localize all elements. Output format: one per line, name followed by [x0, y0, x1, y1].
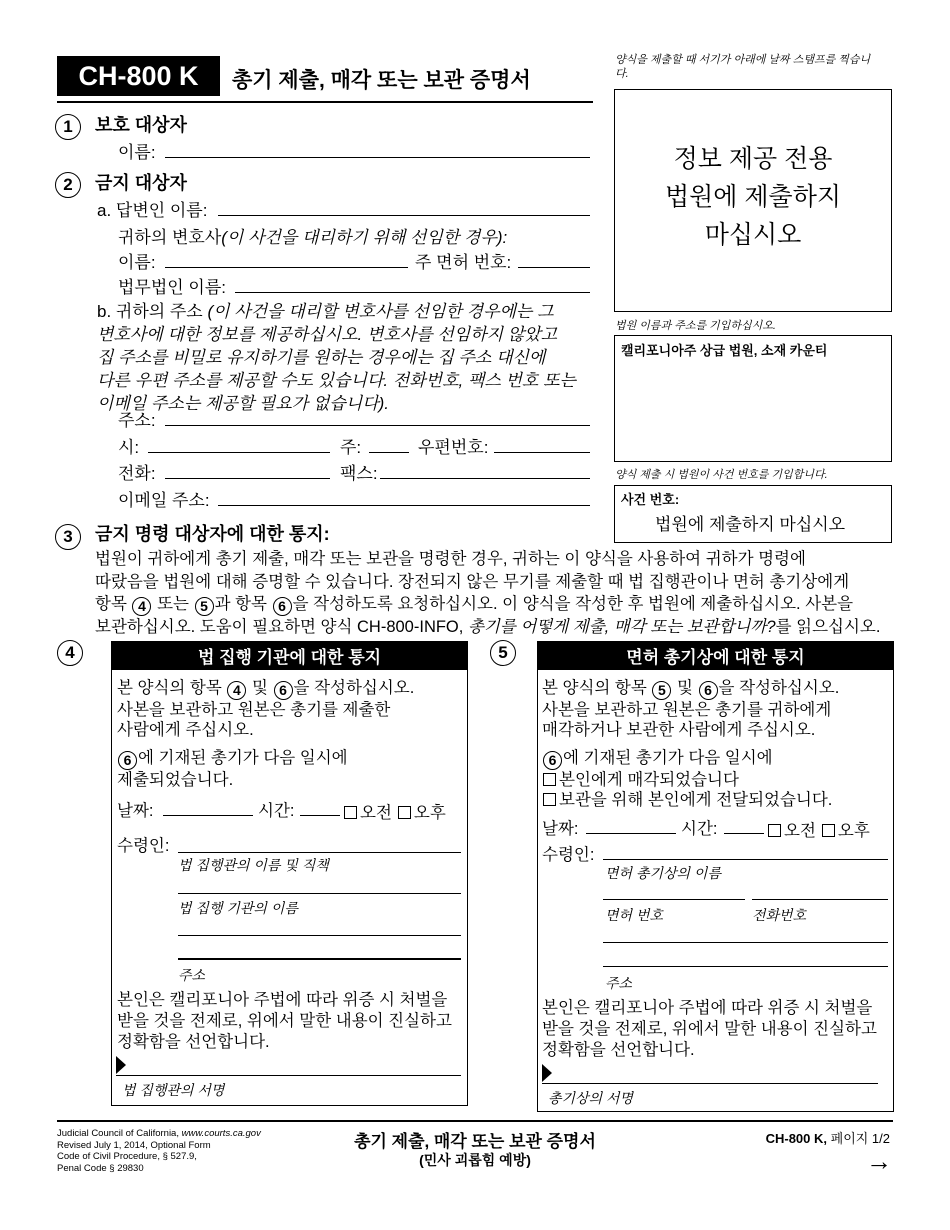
sec4-signature-caption: 법 집행관의 서명: [122, 1082, 225, 1098]
footer-penal: Penal Code § 29830: [57, 1162, 144, 1174]
sec4-l1-a: 본 양식의 항목: [117, 679, 222, 697]
sec4-l1-b: 및: [252, 679, 268, 697]
sec5-sign-here-arrow-icon: [542, 1064, 552, 1082]
sec4-decl-2: 받을 것을 전제로, 위에서 말한 내용이 진실하고: [117, 1012, 452, 1030]
b-note-3: 집 주소를 비밀로 유지하기를 원하는 경우에는 집 주소 대신에: [97, 348, 546, 367]
sec5-stored-label: 보관을 위해 본인에게 전달되었습니다.: [559, 791, 833, 809]
sec5-line-4: [542, 748, 839, 770]
form-title: 총기 제출, 매각 또는 보관 증명서: [232, 69, 531, 92]
sec5-am-checkbox[interactable]: [768, 824, 781, 837]
sec3-line-4-b: 를 읽으십시오.: [775, 617, 881, 636]
sec5-line-3: 매각하거나 보관한 사람에게 주십시오.: [542, 721, 816, 740]
sec5-decl-3: 정확함을 선언합니다.: [542, 1041, 695, 1059]
sec5-recipient-label: 수령인:: [542, 846, 595, 864]
section-3-number: 3: [55, 524, 81, 550]
case-box: [614, 485, 892, 543]
info-form-title: 총기를 어떻게 제출, 매각 또는 보관합니까?: [467, 617, 776, 636]
bar-number-label: 주 면허 번호:: [415, 253, 512, 272]
sec3-item-word: 항목: [95, 595, 127, 613]
sec4-am-label: 오전: [360, 804, 392, 822]
state-field[interactable]: [369, 452, 409, 453]
sec4-officer-field[interactable]: [178, 852, 461, 853]
footer-subtitle: (민사 괴롭힘 예방): [419, 1152, 531, 1168]
sec4-line-1: [117, 678, 414, 700]
sec3-line-3: [95, 593, 905, 616]
sec5-option-stored: [542, 790, 839, 811]
protected-name-field[interactable]: [165, 157, 590, 158]
sec5-phone-field[interactable]: [752, 899, 888, 900]
sec5-stored-checkbox[interactable]: [543, 793, 556, 806]
sec5-am-label: 오전: [784, 822, 816, 840]
sec5-pm-label: 오후: [837, 822, 870, 840]
sec5-sold-label: 본인에게 매각되었습니다: [559, 770, 739, 789]
lawyer-name-field[interactable]: [165, 267, 408, 268]
sec3-and-item: 과 항목: [214, 595, 267, 613]
case-value: 법원에 제출하지 마십시오: [655, 515, 846, 534]
sec4-ref-4: 4: [227, 681, 246, 700]
stamp-text-3: 마십시오: [704, 221, 802, 249]
firm-name-field[interactable]: [235, 292, 590, 293]
court-box: [614, 335, 892, 462]
sec5-declaration: [542, 998, 877, 1061]
case-label: 사건 번호:: [621, 492, 680, 507]
b-note-5: 이메일 주소는 제공할 필요가 없습니다).: [97, 394, 390, 413]
section-3-title: 금지 명령 대상자에 대한 통지:: [95, 524, 330, 544]
case-note: 양식 제출 시 법원이 사건 번호를 기입합니다.: [615, 469, 828, 481]
b-label: b. 귀하의 주소: [97, 302, 203, 321]
city-label: 시:: [118, 438, 140, 457]
sec4-line-2: 사본을 보관하고 원본은 총기를 제출한: [117, 700, 391, 719]
bar-number-field[interactable]: [518, 267, 590, 268]
sec5-option-sold: [542, 770, 839, 791]
b-note-1: (이 사건을 대리할 변호사를 선임한 경우에는 그: [207, 302, 554, 321]
sec4-declaration: [117, 990, 452, 1053]
zip-label: 우편번호:: [418, 438, 489, 457]
fax-field[interactable]: [380, 478, 590, 479]
state-label: 주:: [340, 438, 362, 457]
footer-url[interactable]: www.courts.ca.gov: [181, 1128, 261, 1139]
sec4-address-caption: 주소: [178, 967, 206, 983]
sec5-ampm: [762, 817, 870, 841]
sec4-decl-3: 정확함을 선언합니다.: [117, 1033, 270, 1051]
sec5-time-label: 시간:: [681, 820, 718, 838]
firm-name-label: 법무법인 이름:: [118, 278, 226, 297]
sec3-line-1: 법원이 귀하에게 총기 제출, 매각 또는 보관을 명령한 경우, 귀하는 이 양식을 사용하여 귀하가 명령에: [95, 550, 806, 568]
section-5-header: 면허 총기상에 대한 통지: [537, 641, 894, 670]
email-label: 이메일 주소:: [118, 491, 210, 510]
protected-name-label: 이름:: [118, 143, 156, 162]
sec5-l1-a: 본 양식의 항목: [542, 679, 647, 697]
sec5-dealer-field[interactable]: [603, 859, 888, 860]
sec4-ref-6b: 6: [118, 751, 137, 770]
ref-circle-5: 5: [195, 597, 214, 616]
sec5-date-label: 날짜:: [542, 820, 579, 838]
lawyer-name-label: 이름:: [118, 253, 156, 272]
sec4-officer-caption: 법 집행관의 이름 및 직책: [178, 857, 329, 873]
section-2-title: 금지 대상자: [95, 173, 187, 193]
sec5-address-field-1[interactable]: [603, 942, 888, 943]
sec3-or: 또는: [157, 595, 189, 613]
sec5-decl-2: 받을 것을 전제로, 위에서 말한 내용이 진실하고: [542, 1020, 877, 1038]
header-rule: [57, 101, 593, 103]
section-1-number: 1: [55, 114, 81, 140]
sec4-address-field-1[interactable]: [178, 935, 461, 936]
sec5-sold-checkbox[interactable]: [543, 773, 556, 786]
sec5-l1-c: 을 작성하십시오.: [718, 679, 840, 697]
sec3-line-4: [95, 616, 905, 639]
sec5-pm-checkbox[interactable]: [822, 824, 835, 837]
address-instructions: [97, 300, 597, 415]
fax-label: 팩스:: [340, 464, 378, 483]
sec5-signature-field[interactable]: [542, 1083, 878, 1084]
footer-ccp: Code of Civil Procedure, § 527.9,: [57, 1151, 197, 1162]
sec3-line-2: 따랐음을 법원에 대해 증명할 수 있습니다. 장전되지 않은 무기를 제출할 때 법 집행관이나 면허 총기상에게: [95, 572, 850, 591]
sec5-phone-caption: 전화번호: [752, 907, 807, 923]
section-3-body: [95, 548, 905, 638]
sec5-l1-b: 및: [677, 679, 693, 697]
sec5-license-caption: 면허 번호: [605, 907, 663, 923]
footer-page-info: [700, 1128, 890, 1147]
court-name: 캘리포니아주 상급 법원, 소재 카운티: [621, 343, 828, 358]
sec4-agency-caption: 법 집행 기관의 이름: [178, 900, 298, 916]
sec4-date-label: 날짜:: [117, 802, 154, 820]
sec4-agency-field[interactable]: [178, 893, 461, 894]
sec5-line-1: [542, 678, 839, 700]
ref-circle-4: 4: [132, 597, 151, 616]
section-4-number: 4: [57, 640, 83, 666]
sec4-address-field-2[interactable]: [178, 958, 461, 960]
sec5-date-field[interactable]: [586, 833, 676, 834]
sec5-license-field[interactable]: [603, 899, 745, 900]
sec4-pm-checkbox[interactable]: [398, 806, 411, 819]
sec4-time-field[interactable]: [300, 815, 340, 816]
sec5-line-2: 사본을 보관하고 원본은 총기를 귀하에게: [542, 700, 832, 719]
footer-revised: Revised July 1, 2014, Optional Form: [57, 1139, 211, 1151]
sec4-l1-c: 을 작성하십시오.: [293, 679, 415, 697]
sec4-decl-1: 본인은 캘리포니아 주법에 따라 위증 시 처벌을: [117, 991, 448, 1009]
section-2-number: 2: [55, 172, 81, 198]
section-5-number: 5: [490, 640, 516, 666]
respondent-name-label: a. 답변인 이름:: [97, 201, 208, 220]
footer-title: 총기 제출, 매각 또는 보관 증명서: [354, 1132, 596, 1151]
b-note-2: 변호사에 대한 정보를 제공하십시오. 변호사를 선임하지 않았고: [97, 325, 558, 344]
sec4-date-field[interactable]: [163, 815, 253, 816]
sec5-decl-1: 본인은 캘리포니아 주법에 따라 위증 시 처벌을: [542, 999, 873, 1017]
sec5-address-caption: 주소: [605, 975, 633, 991]
sec5-instructions: [542, 678, 839, 811]
address-field[interactable]: [165, 425, 590, 426]
lawyer-label: 귀하의 변호사: [118, 228, 222, 247]
zip-field[interactable]: [494, 452, 590, 453]
sec5-signature-caption: 총기상의 서명: [548, 1090, 634, 1106]
court-note: 법원 이름과 주소를 기입하십시오.: [615, 320, 776, 332]
sec4-ref-6: 6: [274, 681, 293, 700]
sec4-pm-label: 오후: [413, 804, 446, 822]
sec4-am-checkbox[interactable]: [344, 806, 357, 819]
form-id-badge: [57, 56, 220, 96]
sec5-dealer-caption: 면허 총기상의 이름: [605, 865, 721, 881]
b-note-4: 다른 우편 주소를 제공할 수도 있습니다. 전화번호, 팩스 번호 또는: [97, 371, 576, 390]
sec4-line-3: 사람에게 주십시오.: [117, 721, 254, 740]
sec4-line-4: [117, 748, 414, 770]
stamp-text-1: 정보 제공 전용: [673, 145, 833, 173]
footer-rule: [57, 1120, 893, 1122]
stamp-box: [614, 89, 892, 312]
footer-page-number: 페이지 1/2: [830, 1131, 890, 1146]
sec5-ref-6b: 6: [543, 751, 562, 770]
address-label: 주소:: [118, 411, 156, 430]
sec4-sign-here-arrow-icon: [116, 1056, 126, 1074]
lawyer-note: (이 사건을 대리하기 위해 선임한 경우):: [221, 228, 508, 247]
form-id: CH-800 K: [78, 60, 199, 91]
footer-form-id: CH-800 K,: [765, 1131, 828, 1146]
sec5-address-field-2[interactable]: [603, 966, 888, 967]
sec4-l4-text: 에 기재된 총기가 다음 일시에: [138, 748, 348, 767]
sec3-line-4-a: 보관하십시오. 도움이 필요하면 양식 CH-800-INFO,: [95, 617, 464, 636]
ref-circle-6: 6: [273, 597, 292, 616]
city-field[interactable]: [148, 452, 330, 453]
phone-field[interactable]: [165, 478, 330, 479]
phone-label: 전화:: [118, 464, 156, 483]
next-page-arrow-icon[interactable]: →: [866, 1146, 892, 1176]
sec4-time-label: 시간:: [258, 802, 295, 820]
sec4-ampm: [338, 799, 446, 823]
lawyer-line: [118, 223, 507, 248]
sec5-ref-5: 5: [652, 681, 671, 700]
sec3-line-3-rest: 을 작성하도록 요청하십시오. 이 양식을 작성한 후 법원에 제출하십시오. 사본을: [292, 595, 854, 613]
stamp-note: 양식을 제출할 때 서기가 아래에 날짜 스탬프를 찍습니다.: [615, 54, 871, 80]
sec4-recipient-label: 수령인:: [117, 837, 170, 855]
footer-left: [57, 1128, 261, 1174]
sec4-line-5: 제출되었습니다.: [117, 770, 234, 789]
footer-council: Judicial Council of California,: [57, 1128, 179, 1139]
email-field[interactable]: [218, 505, 590, 506]
sec4-instructions: [117, 678, 414, 790]
sec4-signature-field[interactable]: [116, 1075, 461, 1076]
section-1-title: 보호 대상자: [95, 115, 187, 135]
respondent-name-field[interactable]: [218, 215, 590, 216]
sec5-time-field[interactable]: [724, 833, 764, 834]
sec5-ref-6: 6: [699, 681, 718, 700]
stamp-text-2: 법원에 제출하지: [665, 183, 841, 211]
section-4-header: 법 집행 기관에 대한 통지: [111, 641, 468, 670]
sec5-l4-text: 에 기재된 총기가 다음 일시에: [563, 748, 773, 767]
